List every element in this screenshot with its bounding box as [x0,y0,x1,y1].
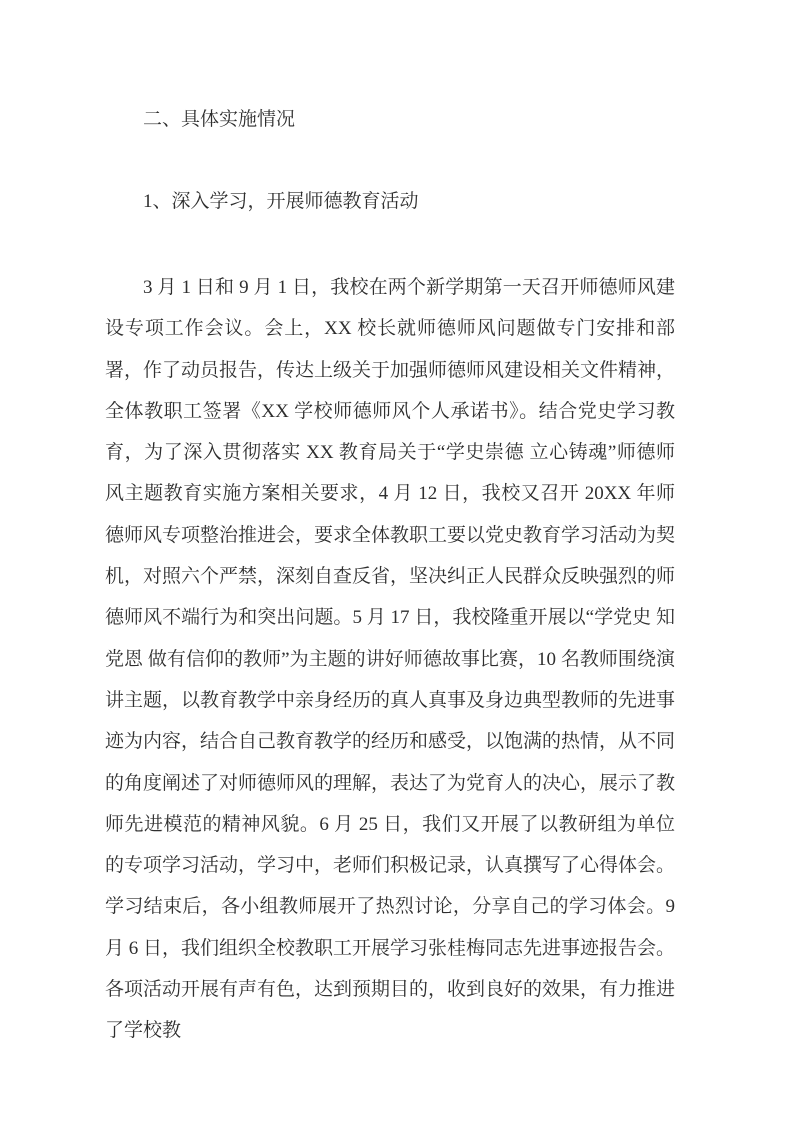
section-heading: 二、具体实施情况 [143,109,296,130]
document-text-block [105,99,675,1052]
body-paragraph: 3 月 1 日和 9 月 1 日，我校在两个新学期第一天召开师德师风建设专项工作会议。会上，XX 校长就师德师风问题做专门安排和部署，作了动员报告，传达上级关于加强师德师风建设相关文件精神，全体教职工签署《XX 学校师德师风个人承诺书》。结合党史学习教育，为了深入贯彻落实 XX 教育局关于“学史崇德 立心铸魂”师德师风主题教育实施方案相关要求，4 月 12 日，我校又召开 20XX 年师德师风专项整治推进会，要求全体教职工要以党史教育学习活动为契机，对照六个严禁，深刻自查反省，坚决纠正人民群众反映强烈的师德师风不端行为和突出问题。5 月 17 日，我校隆重开展以“学党史 知党恩 做有信仰的教师”为主题的讲好师德故事比赛，10 名教师围绕演讲主题，以教育教学中亲身经历的真人真事及身边典型教师的先进事迹为内容，结合自己教育教学的经历和感受，以饱满的热情，从不同的角度阐述了对师德师风的理解，表达了为党育人的决心，展示了教师先进模范的精神风貌。6 月 25 日，我们又开展了以教研组为单位的专项学习活动，学习中，老师们积极记录，认真撰写了心得体会。学习结束后，各小组教师展开了热烈讨论，分享自己的学习体会。9 月 6 日，我们组织全校教职工开展学习张桂梅同志先进事迹报告会。各项活动开展有声有色，达到预期目的，收到良好的效果，有力推进了学校教 [105,277,676,1042]
subsection-heading: 1、深入学习，开展师德教育活动 [143,191,419,212]
